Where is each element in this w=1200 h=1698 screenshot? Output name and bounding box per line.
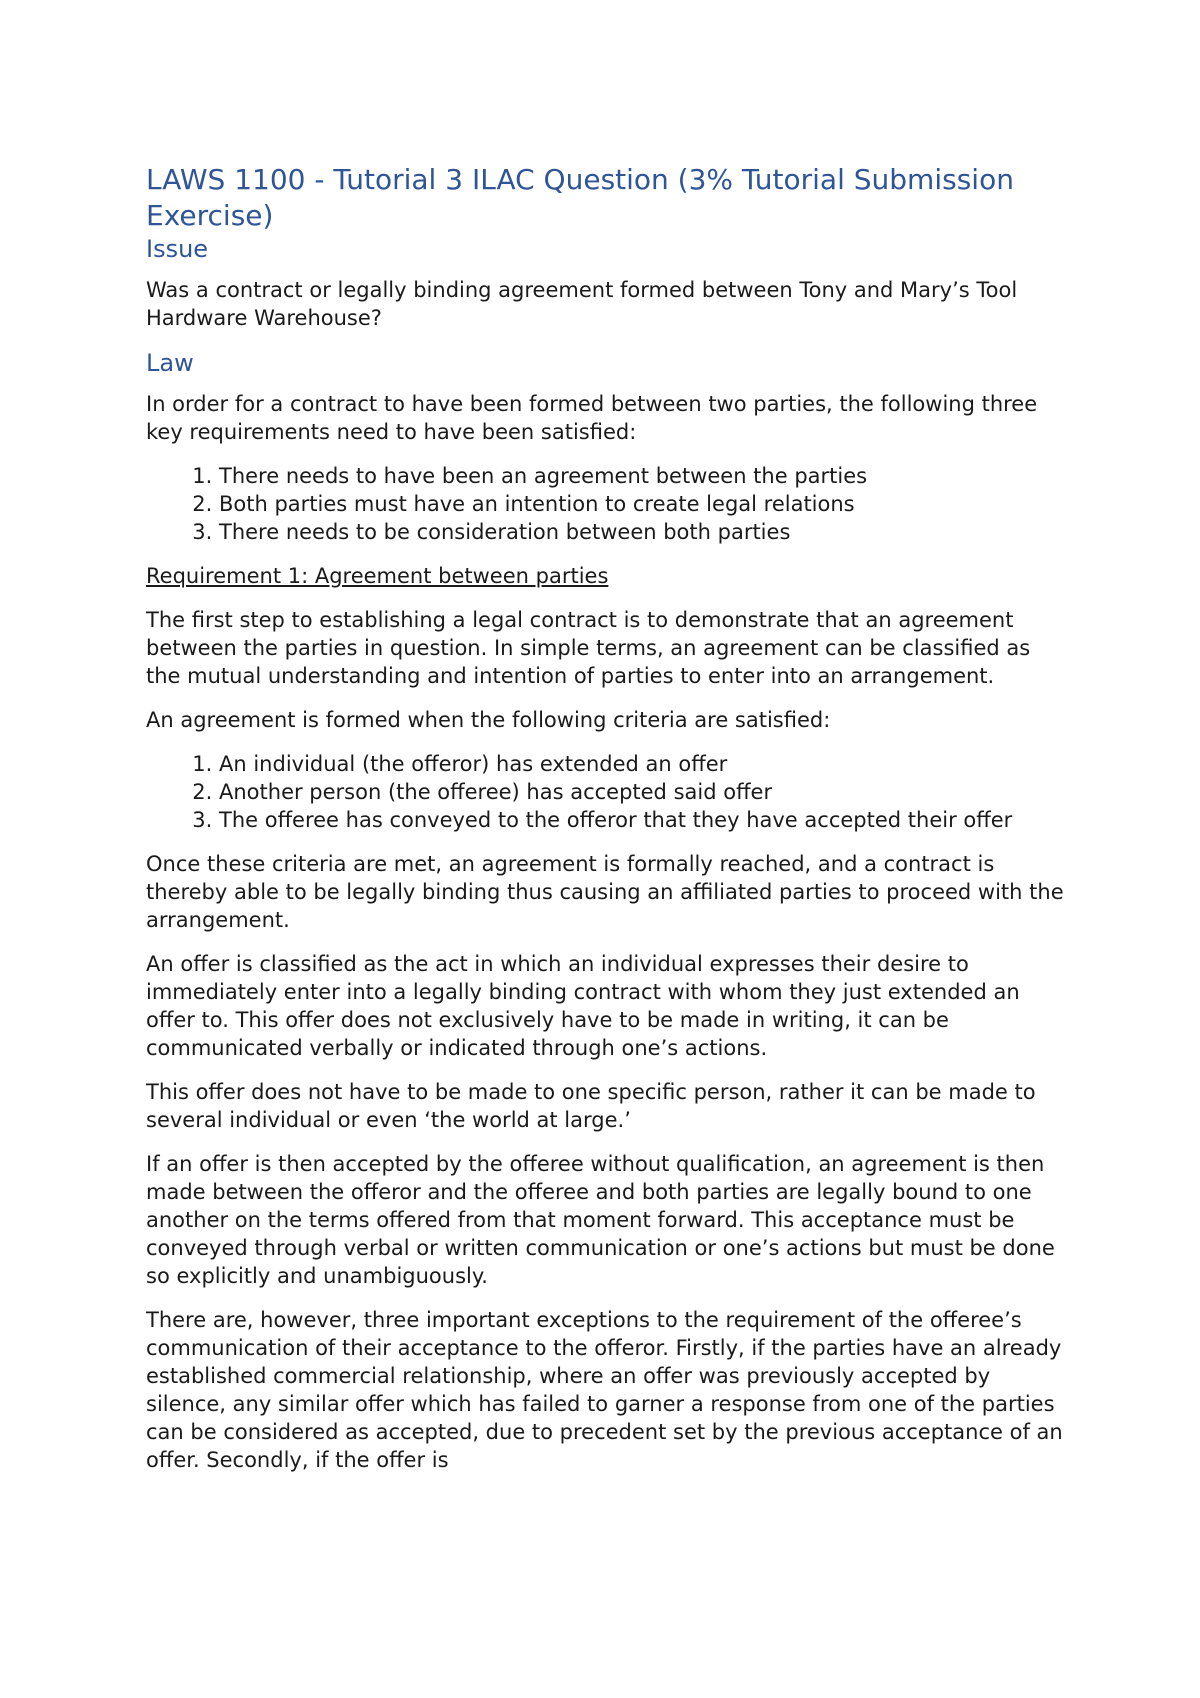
world-at-large-paragraph: This offer does not have to be made to one specific person, rather it can be made to several individual or even ‘the world at large.’: [146, 1080, 1036, 1132]
requirements-list: [146, 462, 1066, 546]
criteria-item: 2. Another person (the offeree) has accepted said offer: [219, 778, 1066, 806]
acceptance-paragraph: If an offer is then accepted by the offeree without qualification, an agreement is then made between the offeror and the offeree and both parties are legally bound to one another on the terms offered from that moment forward. This acceptance must be conveyed through verbal or written communication or one’s actions but must be done so explicitly and unambiguously.: [146, 1152, 1055, 1288]
exceptions-paragraph: There are, however, three important exceptions to the requirement of the offeree’s communication of their acceptance to the offeror. Firstly, if the parties have an already established commercial relationship, where an offer was previously accepted by silence, any similar offer which has failed to garner a response from one of the parties can be considered as accepted, due to precedent set by the previous acceptance of an offer. Secondly, if the offer is: [146, 1308, 1063, 1472]
criteria-item: 1. An individual (the offeror) has extended an offer: [219, 750, 1066, 778]
requirement-item: 3. There needs to be consideration between both parties: [219, 518, 1066, 546]
document-body: [146, 162, 1066, 1490]
issue-heading: Issue: [146, 235, 209, 263]
requirement-1-heading: Requirement 1: Agreement between parties: [146, 564, 609, 588]
criteria-list: [146, 750, 1066, 834]
criteria-met-paragraph: Once these criteria are met, an agreement is formally reached, and a contract is thereby able to be legally binding thus causing an affiliated parties to proceed with the arrangement.: [146, 852, 1064, 932]
document-title: LAWS 1100 - Tutorial 3 ILAC Question (3% Tutorial Submission Exercise): [146, 163, 1014, 232]
requirement-item: 1. There needs to have been an agreement between the parties: [219, 462, 1066, 490]
agreement-paragraph: The first step to establishing a legal contract is to demonstrate that an agreement between the parties in question. In simple terms, an agreement can be classified as the mutual understanding and intention of parties to enter into an arrangement.: [146, 608, 1031, 688]
offer-definition-paragraph: An offer is classified as the act in which an individual expresses their desire to immediately enter into a legally binding contract with whom they just extended an offer to. This offer does not exclusively have to be made in writing, it can be communicated verbally or indicated through one’s actions.: [146, 952, 1020, 1060]
criteria-item: 3. The offeree has conveyed to the offeror that they have accepted their offer: [219, 806, 1066, 834]
issue-paragraph: Was a contract or legally binding agreement formed between Tony and Mary’s Tool Hardware Warehouse?: [146, 278, 1018, 330]
law-heading: Law: [146, 349, 194, 377]
criteria-intro-paragraph: An agreement is formed when the following criteria are satisfied:: [146, 708, 831, 732]
law-intro-paragraph: In order for a contract to have been formed between two parties, the following three key requirements need to have been satisfied:: [146, 392, 1038, 444]
requirement-item: 2. Both parties must have an intention to create legal relations: [219, 490, 1066, 518]
